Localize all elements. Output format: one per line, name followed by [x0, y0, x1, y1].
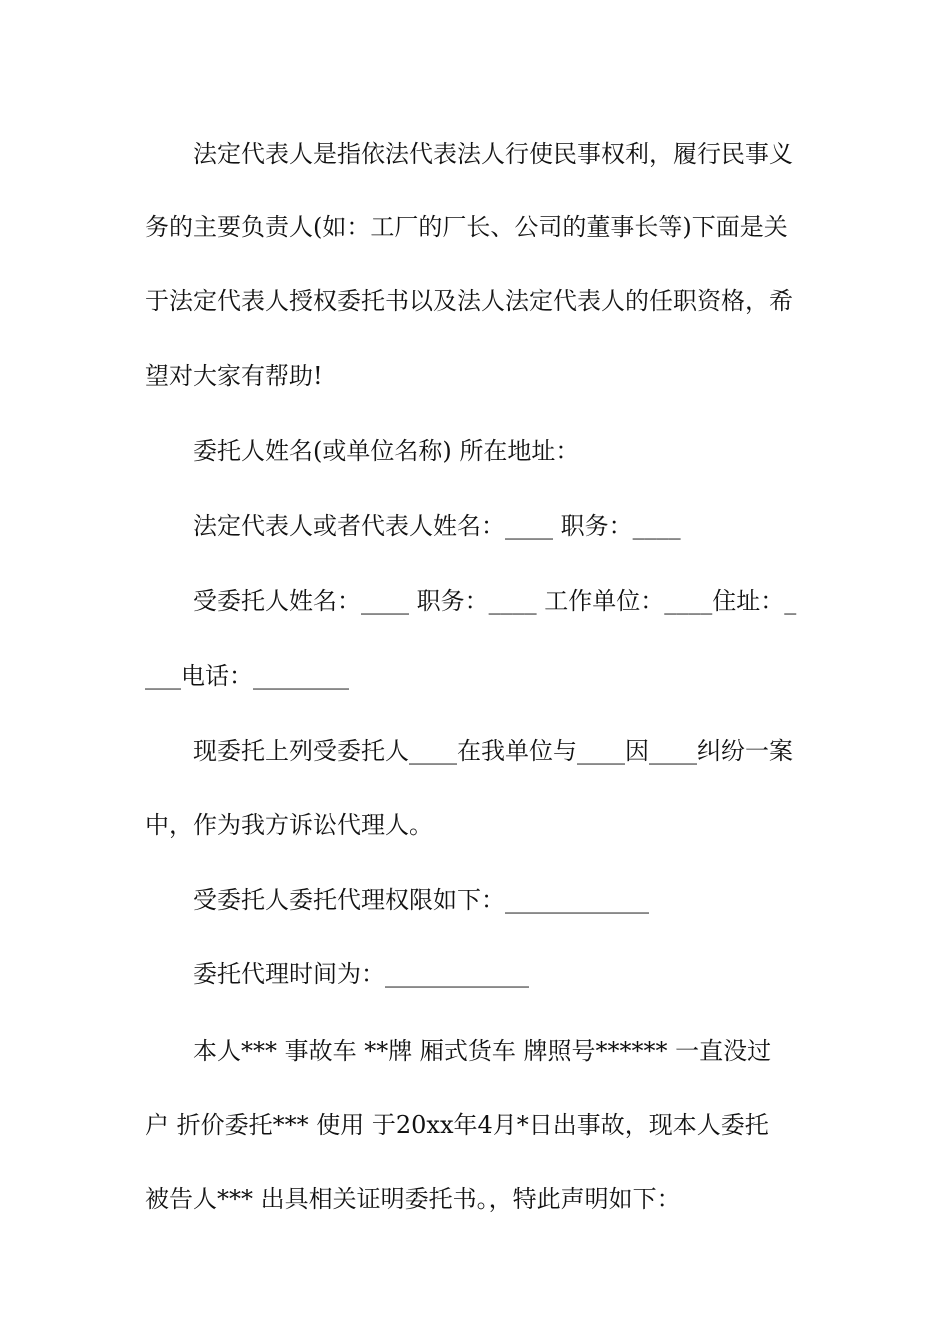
authority-scope-line: 受委托人委托代理权限如下：____________	[193, 886, 649, 914]
paragraph-intro-line-1: 法定代表人是指依法代表法人行使民事权利，履行民事义	[193, 140, 793, 168]
principal-name-address-line: 委托人姓名(或单位名称) 所在地址：	[193, 437, 580, 465]
agent-info-line-2: ___电话：________	[145, 662, 349, 690]
delegation-line-2: 中，作为我方诉讼代理人。	[145, 811, 433, 839]
legal-representative-line: 法定代表人或者代表人姓名：____ 职务：____	[193, 512, 681, 540]
statement-line-1: 本人*** 事故车 **牌 厢式货车 牌照号****** 一直没过	[193, 1037, 772, 1065]
delegation-line-1: 现委托上列受委托人____在我单位与____因____纠纷一案	[193, 737, 793, 765]
delegation-period-line: 委托代理时间为：____________	[193, 960, 529, 988]
paragraph-intro-line-2: 务的主要负责人(如：工厂的厂长、公司的董事长等)下面是关	[145, 213, 788, 241]
statement-line-3: 被告人*** 出具相关证明委托书。，特此声明如下：	[145, 1185, 681, 1213]
agent-info-line-1: 受委托人姓名：____ 职务：____ 工作单位：____住址：_	[193, 587, 797, 615]
paragraph-intro-line-3: 于法定代表人授权委托书以及法人法定代表人的任职资格，希	[145, 287, 793, 315]
statement-line-2: 户 折价委托*** 使用 于20xx年4月*日出事故，现本人委托	[145, 1111, 769, 1139]
paragraph-intro-line-4: 望对大家有帮助!	[145, 362, 323, 390]
